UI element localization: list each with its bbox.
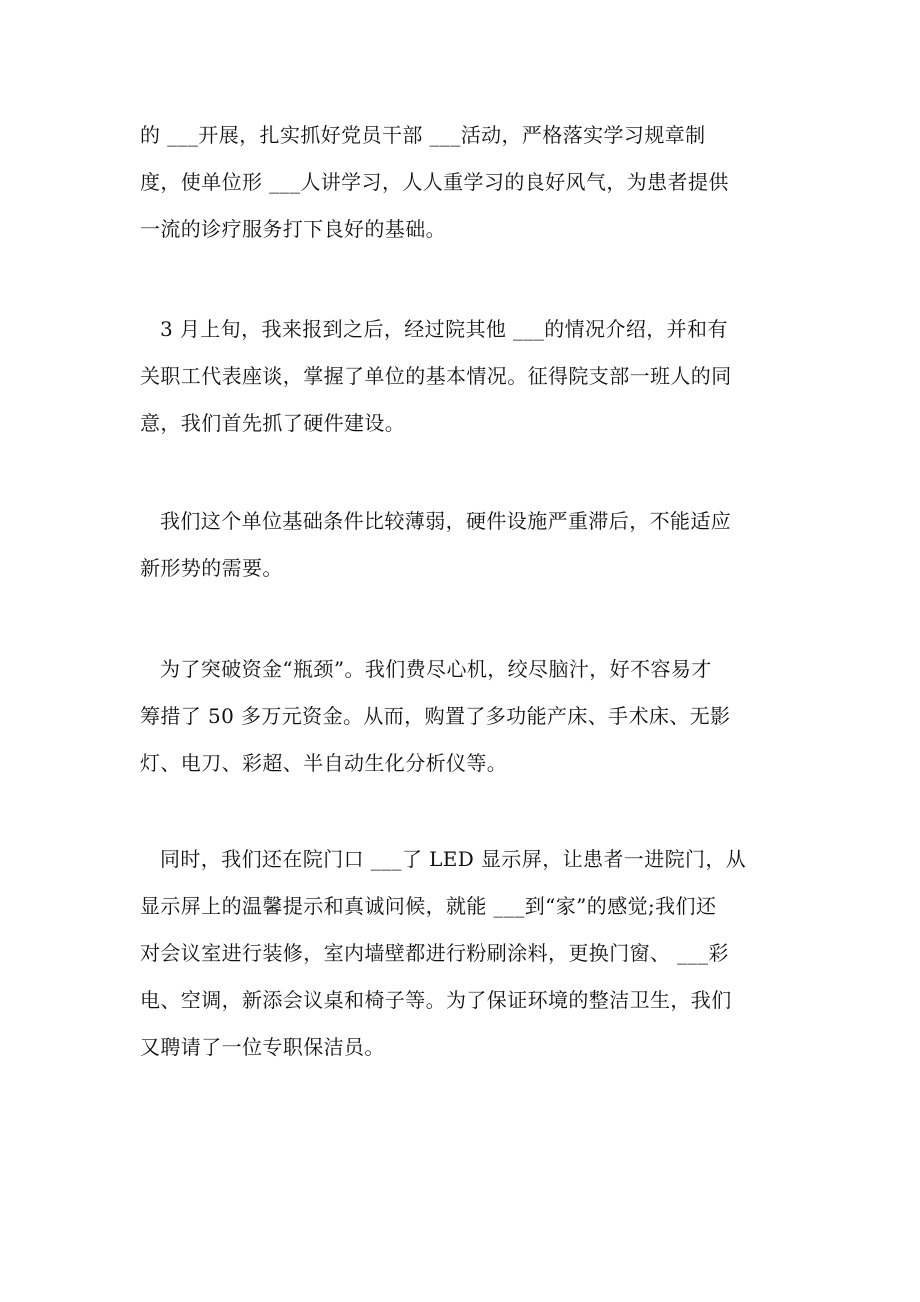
text-line: 一流的诊疗服务打下良好的基础。 xyxy=(140,217,446,241)
text-line: 3 月上旬，我来报到之后，经过院其他 ___的情况介绍，并和有 xyxy=(160,317,728,341)
paragraph-3 xyxy=(140,498,780,592)
text-line: 又聘请了一位专职保洁员。 xyxy=(140,1035,385,1059)
text-line: 筹措了 50 多万元资金。从而，购置了多功能产床、手术床、无影 xyxy=(140,704,731,728)
text-line: 同时，我们还在院门口 ___了 LED 显示屏，让患者一进院门，从 xyxy=(160,847,747,871)
text-line: 电、空调，新添会议桌和椅子等。为了保证环境的整洁卫生，我们 xyxy=(140,988,732,1012)
text-line: 度，使单位形 ___人讲学习，人人重学习的良好风气，为患者提供 xyxy=(140,170,729,194)
text-line: 为了突破资金“瓶颈”。我们费尽心机，绞尽脑汁，好不容易才 xyxy=(160,657,712,681)
text-line: 灯、电刀、彩超、半自动生化分析仪等。 xyxy=(140,751,508,775)
paragraph-5 xyxy=(140,836,780,1071)
text-line: 意，我们首先抓了硬件建设。 xyxy=(140,411,406,435)
text-line: 显示屏上的温馨提示和真诚问候，就能 ___到“家”的感觉;我们还 xyxy=(140,894,717,918)
text-line: 新形势的需要。 xyxy=(140,556,283,580)
text-line: 对会议室进行装修，室内墙壁都进行粉刷涂料，更换门窗、 ___彩 xyxy=(140,941,729,965)
paragraph-4 xyxy=(140,646,780,787)
paragraph-2 xyxy=(140,306,780,447)
text-line: 的 ___开展，扎实抓好党员干部 ___活动，严格落实学习规章制 xyxy=(140,123,706,147)
paragraph-1 xyxy=(140,112,780,253)
text-line: 关职工代表座谈，掌握了单位的基本情况。征得院支部一班人的同 xyxy=(140,364,732,388)
text-line: 我们这个单位基础条件比较薄弱，硬件设施严重滞后，不能适应 xyxy=(160,509,732,533)
